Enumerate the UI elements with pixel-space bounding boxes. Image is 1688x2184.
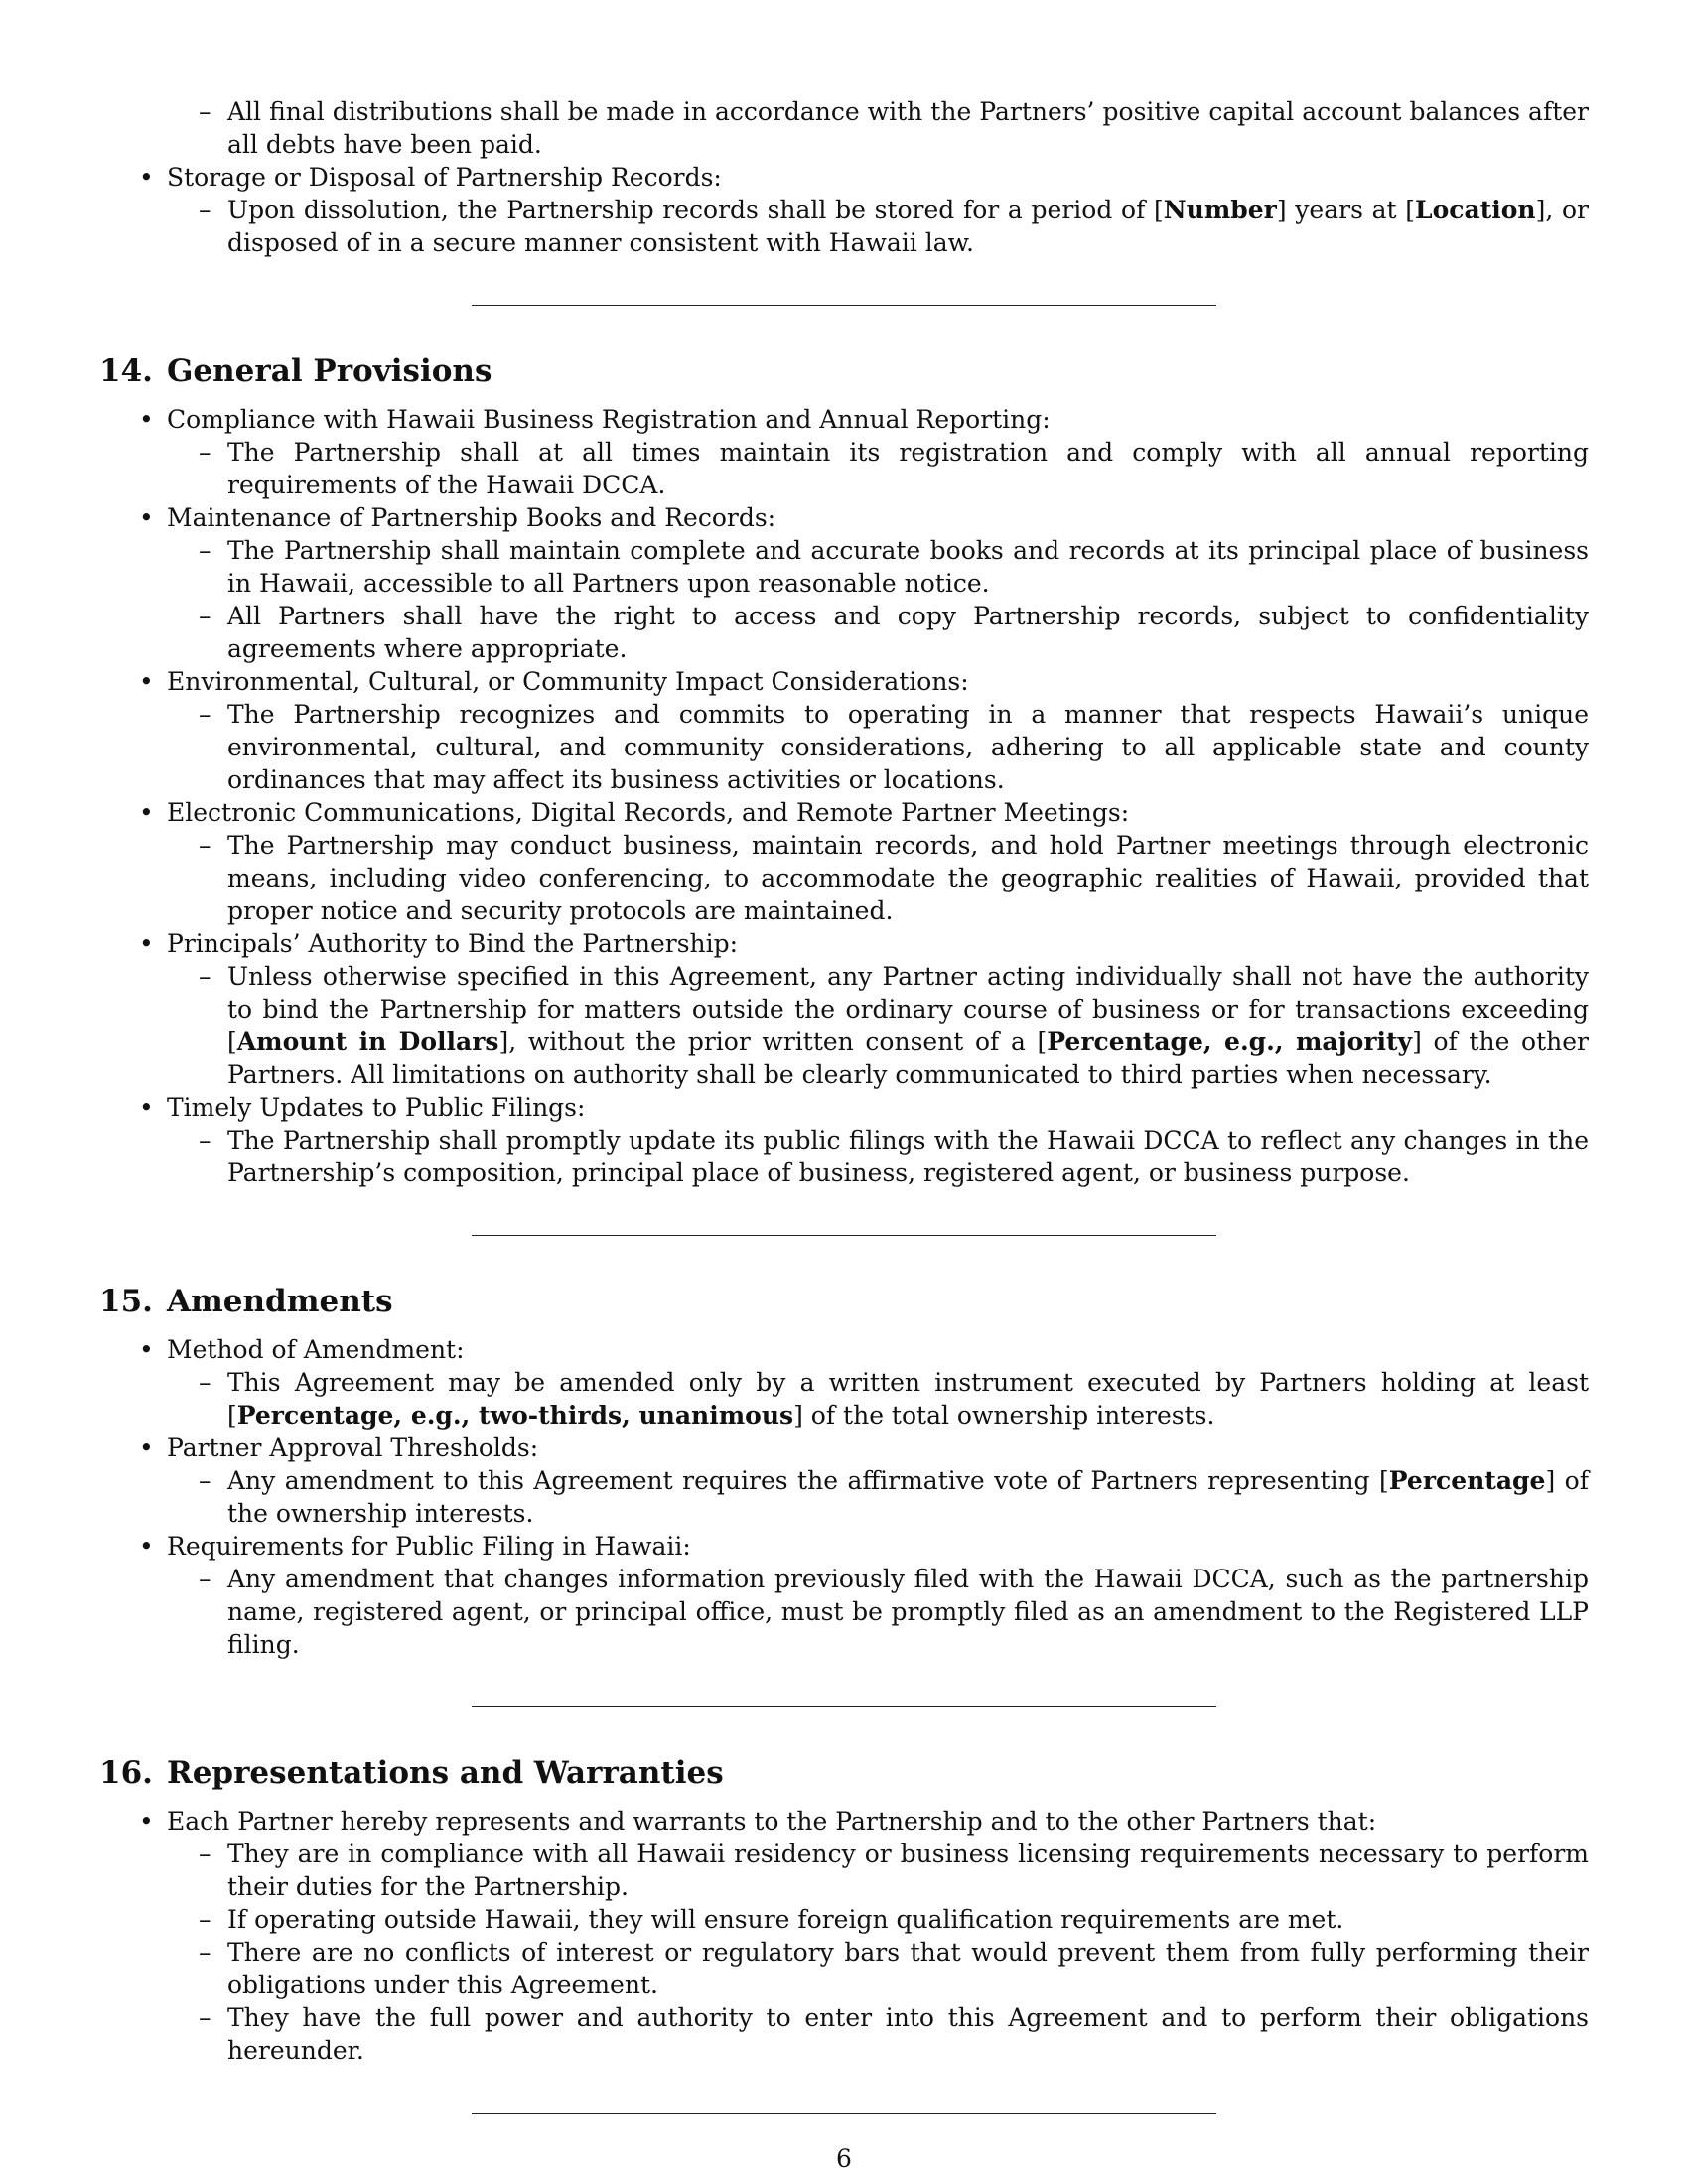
section-divider — [472, 305, 1216, 306]
sub-item — [167, 1464, 1589, 1530]
bullet-item — [99, 1333, 1589, 1432]
section-heading — [99, 351, 1589, 391]
bullet-item — [99, 1805, 1589, 2067]
sub-list — [167, 1563, 1589, 1661]
sub-item — [167, 1903, 1589, 1936]
bullet-item — [99, 796, 1589, 927]
bullet-label: Timely Updates to Public Filings: — [167, 1093, 586, 1122]
bullet-list — [99, 1333, 1589, 1661]
text-run: All Partners shall have the right to access and copy Partnership records, subject to confidentiality agreements where appropriate. — [227, 602, 1589, 663]
sub-item — [167, 1936, 1589, 2001]
bullet-label: Partner Approval Thresholds: — [167, 1433, 539, 1462]
text-run: ] of the ownership interests. — [227, 1466, 1589, 1528]
sub-list — [167, 960, 1589, 1091]
section-title: Representations and Warranties — [166, 1755, 724, 1791]
placeholder-field: Location — [1415, 196, 1536, 224]
section-title: General Provisions — [166, 353, 492, 389]
bullet-label: Compliance with Hawaii Business Registration and Annual Reporting: — [167, 405, 1051, 434]
bullet-label: Environmental, Cultural, or Community Impact Considerations: — [167, 667, 969, 696]
bullet-item — [99, 95, 1589, 161]
bullet-item — [99, 1091, 1589, 1189]
sub-item — [167, 436, 1589, 501]
bullet-item — [99, 1530, 1589, 1661]
bullet-label: Electronic Communications, Digital Records, and Remote Partner Meetings: — [167, 798, 1130, 827]
section-body — [99, 1333, 1589, 1661]
section-heading — [99, 1282, 1589, 1321]
text-run: All final distributions shall be made in accordance with the Partners’ positive capital account balances after all debts have been paid. — [227, 97, 1589, 159]
section-divider — [472, 1706, 1216, 1707]
placeholder-field: Percentage — [1388, 1466, 1546, 1495]
text-run: This Agreement may be amended only by a written instrument executed by Partners holding at least [ — [227, 1368, 1589, 1430]
sub-list — [167, 436, 1589, 501]
sub-item — [167, 960, 1589, 1091]
placeholder-field: Percentage, e.g., two-thirds, unanimous — [236, 1401, 794, 1430]
section-number: 16. — [99, 1755, 153, 1791]
text-run: ] of the other Partners. All limitations on authority shall be clearly communicated to third parties when necessary. — [227, 1027, 1589, 1089]
section-divider — [472, 1235, 1216, 1236]
text-run: The Partnership may conduct business, maintain records, and hold Partner meetings through electronic means, including video conferencing, to accommodate the geographic realities of Hawaii, provided that proper notice and security protocols are maintained. — [227, 831, 1589, 925]
sub-list — [167, 698, 1589, 796]
bullet-label: Method of Amendment: — [167, 1335, 465, 1364]
text-run: They have the full power and authority to enter into this Agreement and to perform their obligations hereunder. — [227, 2003, 1589, 2065]
bullet-label: Requirements for Public Filing in Hawaii: — [167, 1532, 691, 1561]
text-run: The Partnership recognizes and commits to operating in a manner that respects Hawaii’s unique environmental, cultural, and community considerations, adhering to all applicable state and county ordinances that may affect its business activities or locations. — [227, 700, 1589, 794]
text-run: The Partnership shall maintain complete and accurate books and records at its principal place of business in Hawaii, accessible to all Partners upon reasonable notice. — [227, 536, 1589, 598]
sub-item — [167, 194, 1589, 259]
bullet-label: Principals’ Authority to Bind the Partnership: — [167, 929, 739, 958]
bullet-item — [99, 501, 1589, 665]
bullet-item — [99, 927, 1589, 1091]
section-body — [99, 403, 1589, 1189]
sub-item — [167, 698, 1589, 796]
sub-list — [167, 534, 1589, 665]
sections-container — [99, 351, 1589, 2114]
text-run: ], without the prior written consent of a [ — [498, 1027, 1048, 1056]
sub-list — [167, 1838, 1589, 2067]
placeholder-field: Amount in Dollars — [236, 1027, 499, 1056]
sub-item — [167, 600, 1589, 665]
section-number: 15. — [99, 1284, 153, 1319]
section-divider — [472, 2113, 1216, 2114]
placeholder-field: Percentage, e.g., majority — [1047, 1027, 1413, 1056]
top-bullet-list — [99, 95, 1589, 259]
sub-item — [167, 2001, 1589, 2067]
sub-list — [167, 1366, 1589, 1432]
bullet-item — [99, 161, 1589, 259]
text-run: Any amendment that changes information previously filed with the Hawaii DCCA, such as the partnership name, registered agent, or principal office, must be promptly filed as an amendment to the Registered LLP filing. — [227, 1565, 1589, 1659]
text-run: The Partnership shall at all times maintain its registration and comply with all annual reporting requirements of the Hawaii DCCA. — [227, 438, 1589, 499]
document-page — [99, 95, 1589, 2114]
sub-item — [167, 1563, 1589, 1661]
bullet-list — [99, 403, 1589, 1189]
sub-item — [167, 95, 1589, 161]
page-number: 6 — [836, 2144, 852, 2173]
bullet-item — [99, 1432, 1589, 1530]
sub-list — [167, 829, 1589, 927]
bullet-item — [99, 665, 1589, 796]
section-heading — [99, 1753, 1589, 1793]
bullet-item — [99, 403, 1589, 501]
text-run: The Partnership shall promptly update its public filings with the Hawaii DCCA to reflect any changes in the Partnership’s composition, principal place of business, registered agent, or business purpose. — [227, 1126, 1589, 1187]
sub-item — [167, 534, 1589, 600]
sub-list — [167, 1464, 1589, 1530]
text-run: Any amendment to this Agreement requires the affirmative vote of Partners representing [ — [227, 1466, 1389, 1495]
bullet-list — [99, 1805, 1589, 2067]
sub-list — [167, 1124, 1589, 1189]
section-body — [99, 1805, 1589, 2067]
text-run: If operating outside Hawaii, they will ensure foreign qualification requirements are met. — [227, 1905, 1344, 1934]
sub-list — [167, 95, 1589, 161]
text-run: Unless otherwise specified in this Agreement, any Partner acting individually shall not have the authority to bind the Partnership for matters outside the ordinary course of business or for transactions exceeding [ — [227, 962, 1589, 1056]
section-number: 14. — [99, 353, 153, 389]
placeholder-field: Number — [1163, 196, 1277, 224]
bullet-label: Each Partner hereby represents and warrants to the Partnership and to the other Partners that: — [167, 1807, 1377, 1836]
sub-item — [167, 1838, 1589, 1903]
text-run: ] of the total ownership interests. — [793, 1401, 1215, 1430]
text-run: They are in compliance with all Hawaii residency or business licensing requirements necessary to perform their duties for the Partnership. — [227, 1840, 1589, 1901]
sub-item — [167, 1366, 1589, 1432]
top-continuation — [99, 95, 1589, 259]
sub-item — [167, 1124, 1589, 1189]
text-run: Upon dissolution, the Partnership records shall be stored for a period of [ — [227, 196, 1164, 224]
text-run: ], or disposed of in a secure manner consistent with Hawaii law. — [227, 196, 1589, 257]
section-title: Amendments — [166, 1284, 393, 1319]
sub-list — [167, 194, 1589, 259]
bullet-label: Storage or Disposal of Partnership Records: — [167, 163, 722, 192]
text-run: ] years at [ — [1276, 196, 1416, 224]
sub-item — [167, 829, 1589, 927]
text-run: There are no conflicts of interest or regulatory bars that would prevent them from fully performing their obligations under this Agreement. — [227, 1938, 1589, 1999]
bullet-label: Maintenance of Partnership Books and Records: — [167, 503, 776, 532]
